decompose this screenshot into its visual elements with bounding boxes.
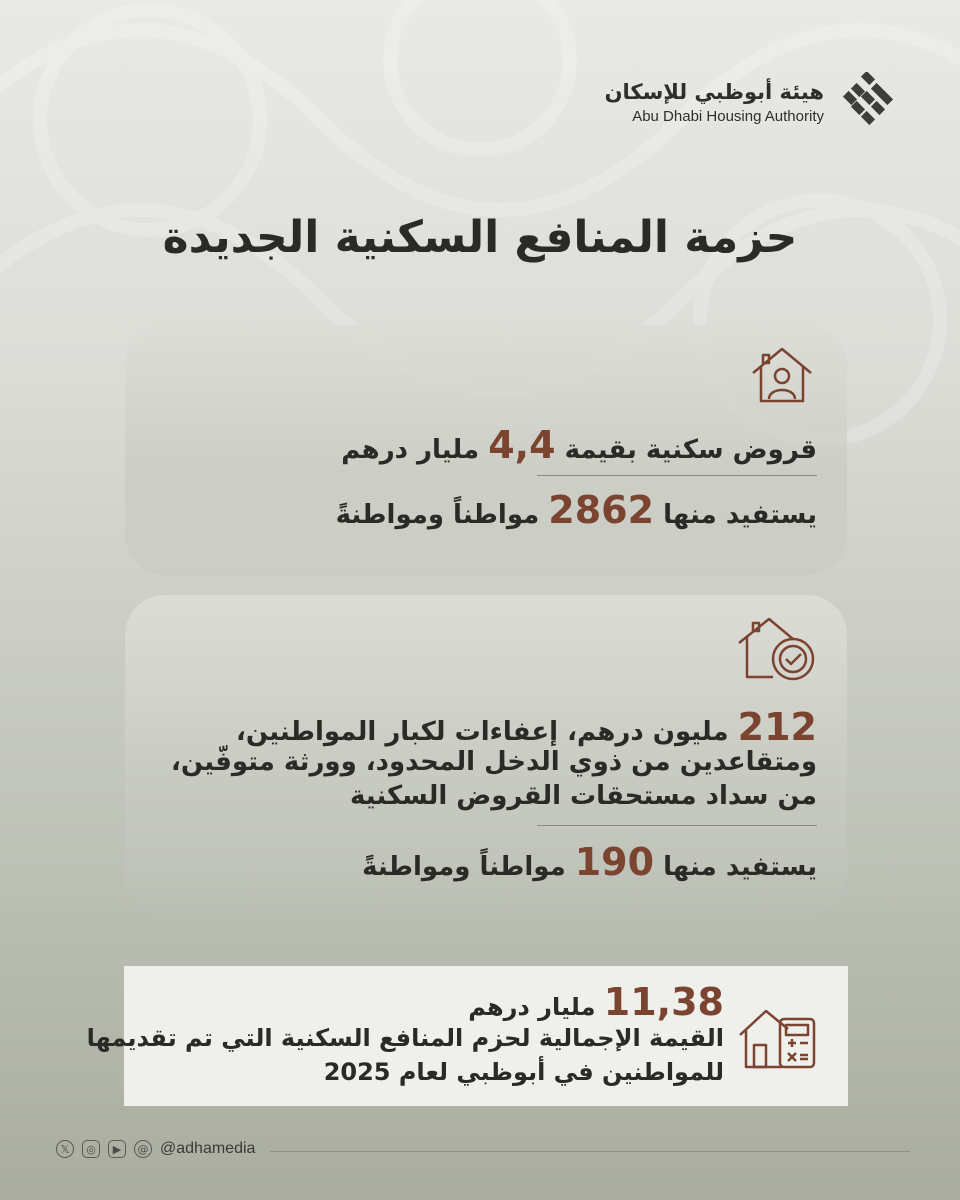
org-name-english: Abu Dhabi Housing Authority <box>632 107 824 125</box>
loans-amount-prefix: قروض سكنية بقيمة <box>564 435 817 465</box>
social-handle[interactable]: @adhamedia <box>160 1140 256 1157</box>
card1-divider <box>537 475 817 476</box>
exemptions-line-2: ومتقاعدين من ذوي الدخل المحدود، وورثة متوفّين، <box>170 747 817 777</box>
exemptions-beneficiaries-number: 190 <box>574 840 655 884</box>
house-check-icon <box>735 613 817 683</box>
housing-loans-card <box>125 325 847 575</box>
exemptions-beneficiaries-line <box>362 840 817 884</box>
youtube-icon[interactable]: ▶ <box>108 1140 126 1158</box>
total-value-unit: مليار درهم <box>468 993 596 1021</box>
exemptions-card <box>125 595 847 915</box>
exemptions-amount-number: 212 <box>737 705 817 749</box>
total-value-description-2: للمواطنين في أبوظبي لعام 2025 <box>323 1058 724 1086</box>
loans-beneficiaries-number: 2862 <box>548 488 655 532</box>
exemptions-line-3: من سداد مستحقات القروض السكنية <box>350 781 817 811</box>
social-footer <box>56 1140 255 1158</box>
x-icon[interactable]: 𝕏 <box>56 1140 74 1158</box>
exemptions-line-1-text: مليون درهم، إعفاءات لكبار المواطنين، <box>235 717 729 747</box>
card2-divider <box>537 825 817 826</box>
instagram-icon[interactable]: ◎ <box>82 1140 100 1158</box>
org-name-arabic: هيئة أبوظبي للإسكان <box>604 79 824 104</box>
page-title: حزمة المنافع السكنية الجديدة <box>162 212 798 263</box>
exemptions-beneficiaries-prefix: يستفيد منها <box>663 852 817 882</box>
total-value-line <box>468 980 724 1024</box>
exemptions-beneficiaries-suffix: مواطناً ومواطنةً <box>362 852 566 882</box>
exemptions-line-1 <box>236 705 817 749</box>
footer-divider <box>270 1151 910 1152</box>
total-value-description-1: القيمة الإجمالية لحزم المنافع السكنية التي تم تقديمها <box>86 1024 724 1052</box>
house-person-icon <box>747 343 817 407</box>
total-value-number: 11,38 <box>603 980 724 1024</box>
loans-beneficiaries-line <box>336 488 817 532</box>
loans-beneficiaries-suffix: مواطناً ومواطنةً <box>335 500 540 530</box>
house-calculator-icon <box>736 1001 820 1071</box>
org-logo <box>605 72 898 132</box>
total-value-box <box>86 966 848 1106</box>
loans-amount-number: 4,4 <box>488 423 556 467</box>
org-logo-mark-icon <box>838 72 898 132</box>
threads-icon[interactable]: @ <box>134 1140 152 1158</box>
loans-amount-line <box>341 423 817 467</box>
loans-amount-unit: مليار درهم <box>341 435 480 465</box>
loans-beneficiaries-prefix: يستفيد منها <box>663 500 817 530</box>
